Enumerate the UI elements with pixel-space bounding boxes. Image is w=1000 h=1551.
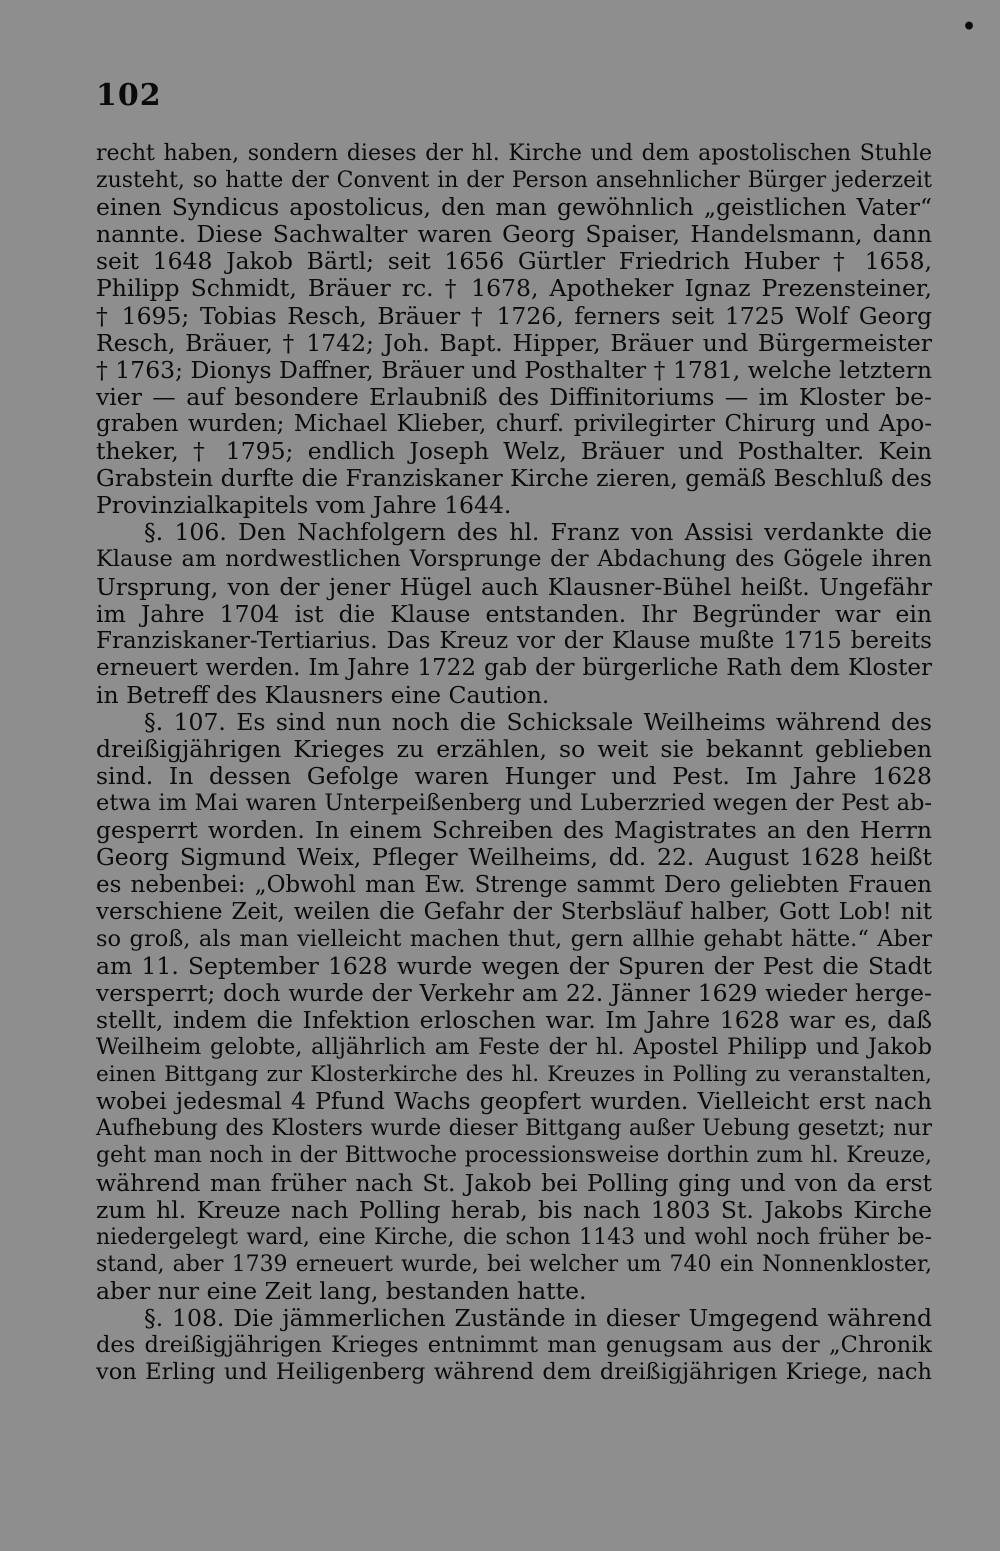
text-line: einen Syndicus apostolicus, den man gewöhnlich „geistlichen Vater“: [96, 193, 932, 222]
text-line: Klause am nordwestlichen Vorsprunge der Abdachung des Gögele ihren: [96, 546, 932, 573]
text-line: im Jahre 1704 ist die Klause entstanden. Ihr Begründer war ein: [96, 599, 932, 628]
text-line: wobei jedesmal 4 Pfund Wachs geopfert wurden. Vielleicht erst nach: [96, 1087, 932, 1116]
text-line: niedergelegt ward, eine Kirche, die schon 1143 und wohl noch früher be-: [96, 1224, 932, 1250]
text-line: §. 107. Es sind nun noch die Schicksale Weilheims während des: [144, 707, 932, 736]
text-line: am 11. September 1628 wurde wegen der Spuren der Pest die Stadt: [96, 951, 932, 980]
text-line: von Erling und Heiligenberg während dem dreißigjährigen Kriege, nach: [96, 1359, 932, 1386]
body-text: [96, 140, 932, 1386]
text-line: stellt, indem die Infektion erloschen war. Im Jahre 1628 war es, daß: [96, 1006, 932, 1034]
text-line: Ursprung, von der jener Hügel auch Klausner-Bühel heißt. Ungefähr: [96, 572, 932, 601]
text-line: §. 108. Die jämmerlichen Zustände in dieser Umgegend während: [144, 1304, 932, 1333]
text-line: recht haben, sondern dieses der hl. Kirche und dem apostolischen Stuhle: [96, 141, 932, 166]
text-line: geht man noch in der Bittwoche processionsweise dorthin zum hl. Kreuze,: [96, 1143, 932, 1169]
text-line: §. 106. Den Nachfolgern des hl. Franz von Assisi verdankte die: [144, 518, 932, 547]
text-line: zusteht, so hatte der Convent in der Person ansehnlicher Bürger jederzeit: [96, 168, 932, 194]
text-line: sind. In dessen Gefolge waren Hunger und Pest. Im Jahre 1628: [96, 762, 932, 791]
text-line: † 1763; Dionys Daffner, Bräuer und Posthalter † 1781, welche letztern: [96, 355, 932, 384]
text-line: † 1695; Tobias Resch, Bräuer † 1726, ferners seit 1725 Wolf Georg: [96, 301, 932, 330]
text-line: Provinzialkapitels vom Jahre 1644.: [96, 491, 512, 520]
text-line: verschiene Zeit, weilen die Gefahr der Sterbsläuf halber, Gott Lob! nit: [96, 898, 932, 925]
text-line: so groß, als man vielleicht machen thut, gern allhie gehabt hätte.“ Aber: [96, 925, 932, 952]
corner-mark: •: [962, 14, 977, 40]
text-line: aber nur eine Zeit lang, bestanden hatte.: [96, 1276, 587, 1305]
text-line: versperrt; doch wurde der Verkehr am 22. Jänner 1629 wieder herge-: [96, 978, 932, 1007]
text-line: während man früher nach St. Jakob bei Polling ging und von da erst: [96, 1168, 932, 1197]
text-line: gesperrt worden. In einem Schreiben des Magistrates an den Herrn: [96, 816, 932, 845]
text-line: Weilheim gelobte, alljährlich am Feste der hl. Apostel Philipp und Jakob: [96, 1034, 932, 1061]
text-line: erneuert werden. Im Jahre 1722 gab der bürgerliche Rath dem Kloster: [96, 654, 932, 681]
text-line: Philipp Schmidt, Bräuer rc. † 1678, Apotheker Ignaz Prezensteiner,: [96, 274, 932, 303]
text-line: nannte. Diese Sachwalter waren Georg Spaiser, Handelsmann, dann: [96, 220, 932, 249]
text-line: Grabstein durfte die Franziskaner Kirche zieren, gemäß Beschluß des: [96, 464, 932, 493]
text-line: es nebenbei: „Obwohl man Ew. Strenge sammt Dero geliebten Frauen: [96, 871, 932, 898]
text-line: etwa im Mai waren Unterpeißenberg und Luberzried wegen der Pest ab-: [96, 790, 932, 817]
text-line: Georg Sigmund Weix, Pfleger Weilheims, dd. 22. August 1628 heißt: [96, 843, 932, 872]
text-line: Franziskaner-Tertiarius. Das Kreuz vor der Klause mußte 1715 bereits: [96, 627, 932, 654]
text-line: einen Bittgang zur Klosterkirche des hl. Kreuzes in Polling zu veranstalten,: [96, 1062, 932, 1088]
text-line: theker, † 1795; endlich Joseph Welz, Bräuer und Posthalter. Kein: [96, 437, 932, 466]
page-number: 102: [96, 78, 162, 113]
text-line: des dreißigjährigen Krieges entnimmt man genugsam aus der „Chronik: [96, 1332, 932, 1359]
text-line: Resch, Bräuer, † 1742; Joh. Bapt. Hipper, Bräuer und Bürgermeister: [96, 328, 932, 357]
text-line: seit 1648 Jakob Bärtl; seit 1656 Gürtler Friedrich Huber † 1658,: [96, 247, 932, 276]
text-line: stand, aber 1739 erneuert wurde, bei welcher um 740 ein Nonnenkloster,: [96, 1251, 932, 1277]
text-line: zum hl. Kreuze nach Polling herab, bis nach 1803 St. Jakobs Kirche: [96, 1195, 932, 1224]
text-line: Aufhebung des Klosters wurde dieser Bittgang außer Uebung gesetzt; nur: [96, 1116, 932, 1142]
text-line: dreißigjährigen Krieges zu erzählen, so weit sie bekannt geblieben: [96, 735, 932, 764]
text-line: vier — auf besondere Erlaubniß des Diffinitoriums — im Kloster be-: [96, 382, 932, 411]
text-line: in Betreff des Klausners eine Caution.: [96, 680, 550, 709]
text-line: graben wurden; Michael Klieber, churf. privilegirter Chirurg und Apo-: [96, 410, 932, 437]
